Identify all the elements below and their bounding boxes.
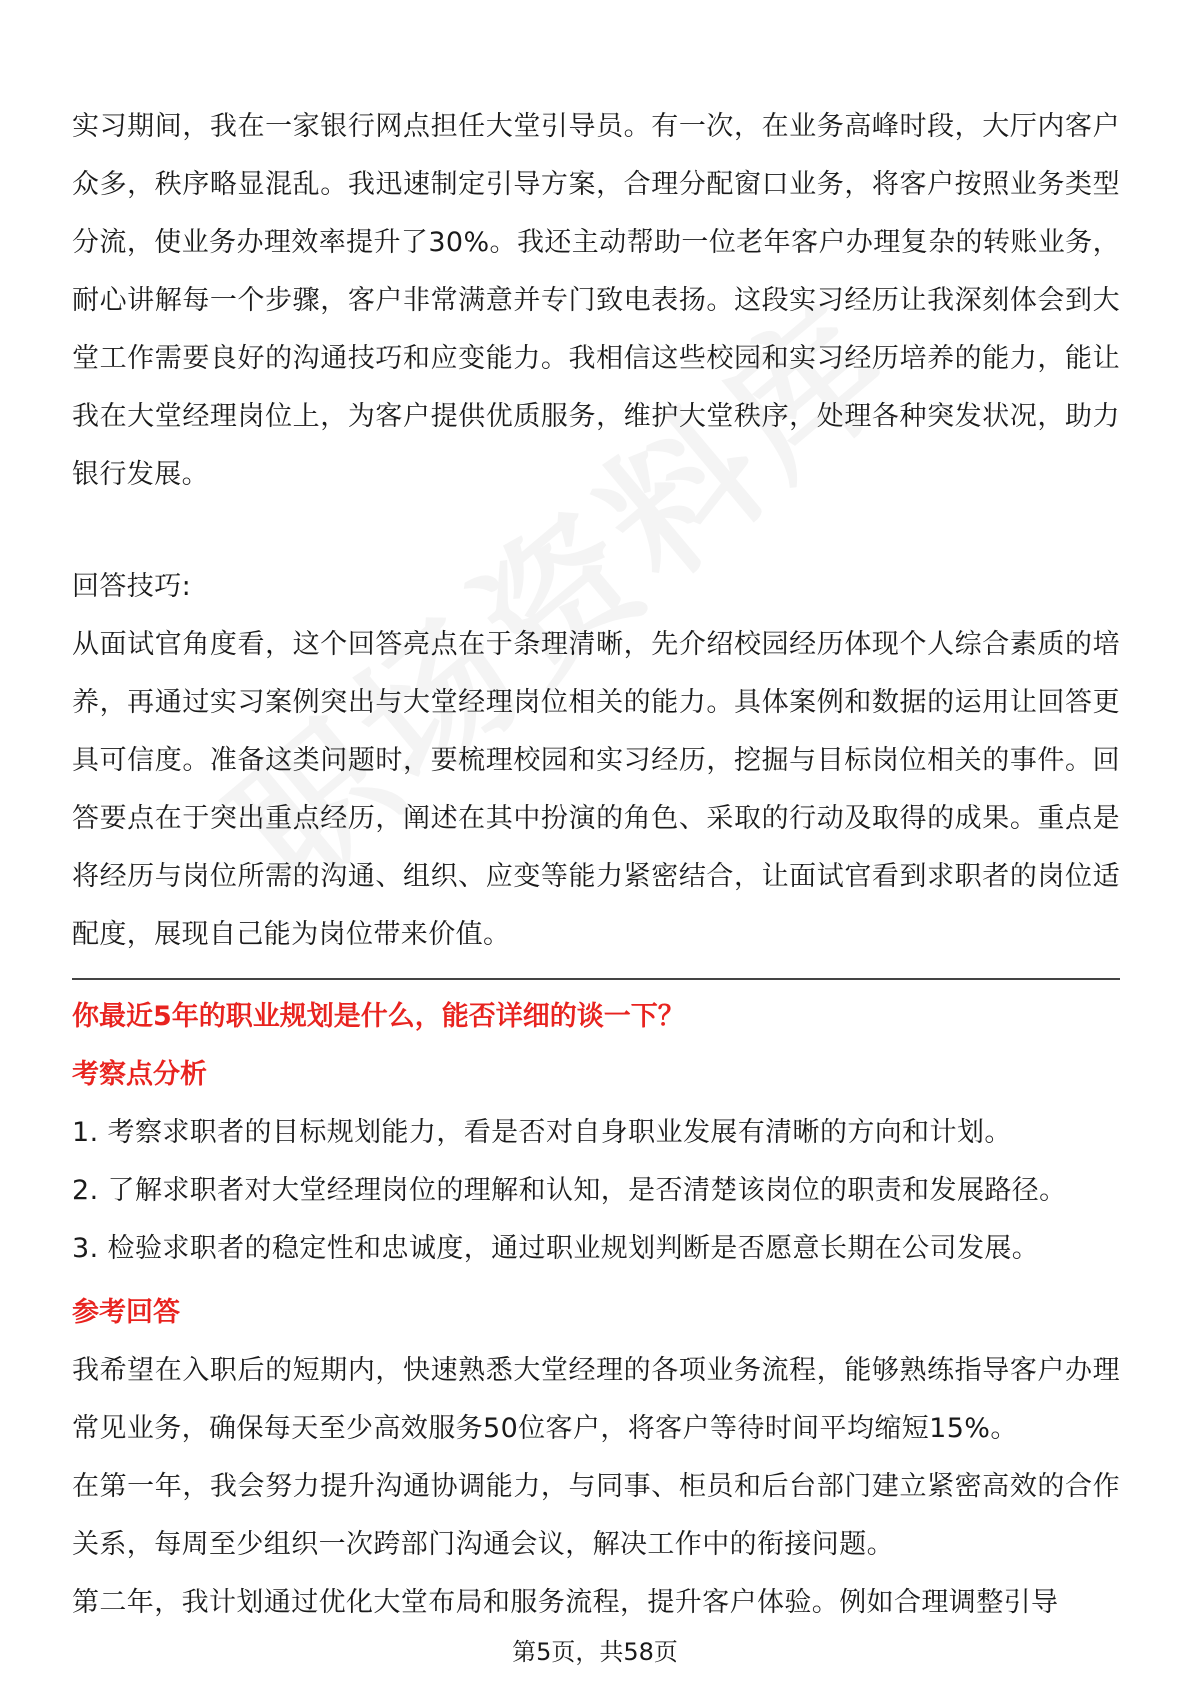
tips-paragraph: 从面试官角度看，这个回答亮点在于条理清晰，先介绍校园经历体现个人综合素质的培养，再通过实习案例突出与大堂经理岗位相关的能力。具体案例和数据的运用让回答更具可信度。准备这类问题时，要梳理校园和实习经历，挖掘与目标岗位相关的事件。回答要点在于突出重点经历，阐述在其中扮演的角色、采取的行动及取得的成果。重点是将经历与岗位所需的沟通、组织、应变等能力紧密结合，让面试官看到求职者的岗位适配度，展现自己能为岗位带来价值。 <box>72 629 1120 950</box>
page-number: 第5页，共58页 <box>512 1638 678 1666</box>
page-content <box>72 98 1120 1632</box>
tips-label: 回答技巧: <box>72 571 192 602</box>
answer-paragraph: 在第一年，我会努力提升沟通协调能力，与同事、柜员和后台部门建立紧密高效的合作关系，每周至少组织一次跨部门沟通会议，解决工作中的衔接问题。 <box>72 1471 1120 1560</box>
answer-title: 参考回答 <box>72 1297 180 1328</box>
analysis-item: 2. 了解求职者对大堂经理岗位的理解和认知，是否清楚该岗位的职责和发展路径。 <box>72 1175 1067 1206</box>
spacer <box>72 504 1120 558</box>
answer-paragraph: 我希望在入职后的短期内，快速熟悉大堂经理的各项业务流程，能够熟练指导客户办理常见业务，确保每天至少高效服务50位客户，将客户等待时间平均缩短15%。 <box>72 1355 1120 1444</box>
analysis-list <box>72 1104 1120 1278</box>
answer-paragraph: 第二年，我计划通过优化大堂布局和服务流程，提升客户体验。例如合理调整引导 <box>72 1587 1059 1618</box>
analysis-title: 考察点分析 <box>72 1059 207 1090</box>
question-title: 你最近5年的职业规划是什么，能否详细的谈一下？ <box>72 1001 685 1032</box>
analysis-item: 1. 考察求职者的目标规划能力，看是否对自身职业发展有清晰的方向和计划。 <box>72 1117 1012 1148</box>
section-divider <box>72 978 1120 980</box>
analysis-item: 3. 检验求职者的稳定性和忠诚度，通过职业规划判断是否愿意长期在公司发展。 <box>72 1233 1040 1264</box>
answer-body <box>72 1342 1120 1632</box>
intro-paragraph: 实习期间，我在一家银行网点担任大堂引导员。有一次，在业务高峰时段，大厅内客户众多，秩序略显混乱。我迅速制定引导方案，合理分配窗口业务，将客户按照业务类型分流，使业务办理效率提升了30%。我还主动帮助一位老年客户办理复杂的转账业务，耐心讲解每一个步骤，客户非常满意并专门致电表扬。这段实习经历让我深刻体会到大堂工作需要良好的沟通技巧和应变能力。我相信这些校园和实习经历培养的能力，能让我在大堂经理岗位上，为客户提供优质服务，维护大堂秩序，处理各种突发状况，助力银行发展。 <box>72 111 1120 490</box>
